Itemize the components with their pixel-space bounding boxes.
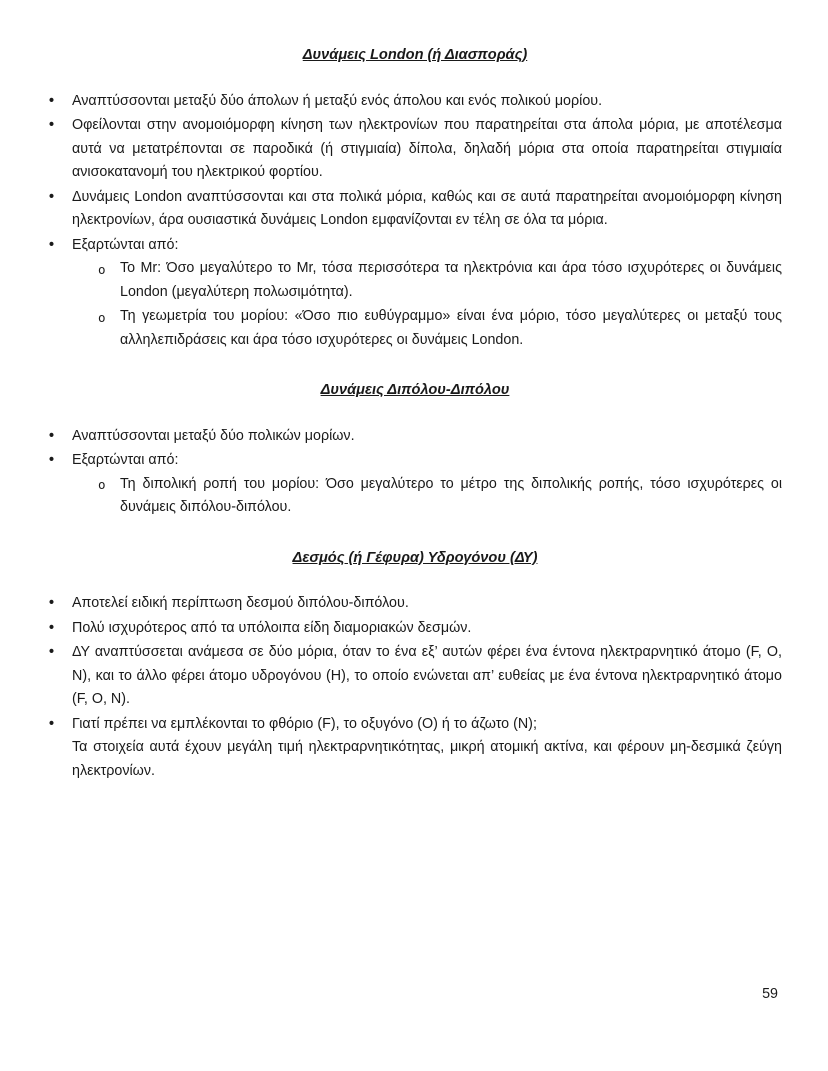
sub-bullet-text: Το Mr: Όσο μεγαλύτερο το Mr, τόσα περισσότερα τα ηλεκτρόνια και άρα τόσο ισχυρότερες οι δυνάμεις London (μεγαλύτερη πολωσιμότητα).	[120, 260, 782, 300]
bullet-icon: •	[49, 619, 55, 636]
section-heading: Δυνάμεις Διπόλου-Διπόλου	[320, 382, 510, 398]
bullet-icon: •	[49, 427, 55, 444]
bullet-icon: •	[49, 188, 55, 205]
sub-list-item	[94, 473, 782, 520]
sub-bullet-list	[94, 257, 782, 352]
sub-list-item	[94, 305, 782, 352]
bullet-icon: •	[49, 644, 55, 660]
sub-bullet-icon: o	[98, 309, 106, 325]
list-item	[48, 234, 782, 353]
bullet-text: Οφείλονται στην ανομοιόμορφη κίνηση των ηλεκτρονίων που παρατηρείται στα άπολα μόρια, με αποτέλεσμα αυτά να μετατρέπονται σε παροδικά (ή στιγμιαία) δίπολα, δηλαδή μόρια στα οποία παρατηρείται στιγμιαία ανισοκατανομή του ηλεκτρικού φορτίου.	[72, 117, 782, 180]
bullet-icon: •	[49, 595, 55, 611]
sub-bullet-icon: o	[98, 261, 106, 277]
bullet-text: Αναπτύσσονται μεταξύ δύο άπολων ή μεταξύ ενός άπολου και ενός πολικού μορίου.	[72, 92, 603, 109]
bullet-list	[48, 90, 782, 353]
section-heading: Δυνάμεις London (ή Διασποράς)	[302, 47, 528, 63]
bullet-icon: •	[49, 117, 55, 133]
bullet-icon: •	[49, 715, 55, 732]
bullet-icon: •	[49, 236, 55, 253]
section-heading: Δεσμός (ή Γέφυρα) Υδρογόνου (ΔΥ)	[292, 549, 538, 566]
sub-bullet-text: Τη διπολική ροπή του μορίου: Όσο μεγαλύτερο το μέτρο της διπολικής ροπής, τόσο ισχυρότερες οι δυνάμεις διπόλου-διπόλου.	[120, 475, 782, 515]
list-item	[48, 114, 782, 185]
bullet-text: Εξαρτώνται από:	[72, 452, 179, 468]
section-dipole-dipole	[48, 379, 782, 520]
list-item	[48, 90, 782, 114]
bullet-icon: •	[49, 92, 55, 109]
list-item	[48, 425, 782, 449]
bullet-icon: •	[49, 452, 55, 468]
sub-bullet-list	[94, 473, 782, 520]
bullet-text: Εξαρτώνται από:	[72, 236, 179, 253]
bullet-text: ΔΥ αναπτύσσεται ανάμεσα σε δύο μόρια, όταν το ένα εξ’ αυτών φέρει ένα έντονα ηλεκτραρνητικό άτομο (F, O, N), και το άλλο φέρει άτομο υδρογόνου (H), το οποίο ενώνεται απ’ ευθείας με ένα έντονα ηλεκτραρνητικό άτομο (F, O, N).	[72, 644, 782, 707]
list-item	[48, 592, 782, 616]
sub-bullet-icon: o	[98, 477, 106, 492]
bullet-list	[48, 425, 782, 520]
list-item	[48, 186, 782, 233]
section-hydrogen-bond	[48, 547, 782, 784]
bullet-list	[48, 592, 782, 783]
sub-bullet-text: Τη γεωμετρία του μορίου: «Όσο πιο ευθύγραμμο» είναι ένα μόριο, τόσο μεγαλύτερες οι μεταξύ τους αλληλεπιδράσεις και άρα τόσο ισχυρότερες οι δυνάμεις London.	[120, 308, 782, 348]
bullet-text: Αναπτύσσονται μεταξύ δύο πολικών μορίων.	[72, 427, 355, 444]
bullet-continuation-text: Τα στοιχεία αυτά έχουν μεγάλη τιμή ηλεκτραρνητικότητας, μικρή ατομική ακτίνα, και φέρουν μη-δεσμικά ζεύγη ηλεκτρονίων.	[72, 739, 782, 779]
list-item	[48, 713, 782, 784]
bullet-text: Πολύ ισχυρότερος από τα υπόλοιπα είδη διαμοριακών δεσμών.	[72, 619, 472, 636]
bullet-text: Αποτελεί ειδική περίπτωση δεσμού διπόλου-διπόλου.	[72, 595, 409, 611]
page-number: 59	[762, 986, 778, 1002]
sub-list-item	[94, 257, 782, 304]
list-item	[48, 641, 782, 712]
bullet-text: Γιατί πρέπει να εμπλέκονται το φθόριο (F), το οξυγόνο (O) ή το άζωτο (N);	[72, 715, 537, 732]
list-item	[48, 449, 782, 520]
bullet-text: Δυνάμεις London αναπτύσσονται και στα πολικά μόρια, καθώς και σε αυτά παρατηρείται ανομοιόμορφη κίνηση ηλεκτρονίων, άρα ουσιαστικά δυνάμεις London εμφανίζονται εν τέλη σε όλα τα μόρια.	[72, 188, 782, 228]
section-london-forces	[48, 44, 782, 352]
list-item	[48, 617, 782, 641]
